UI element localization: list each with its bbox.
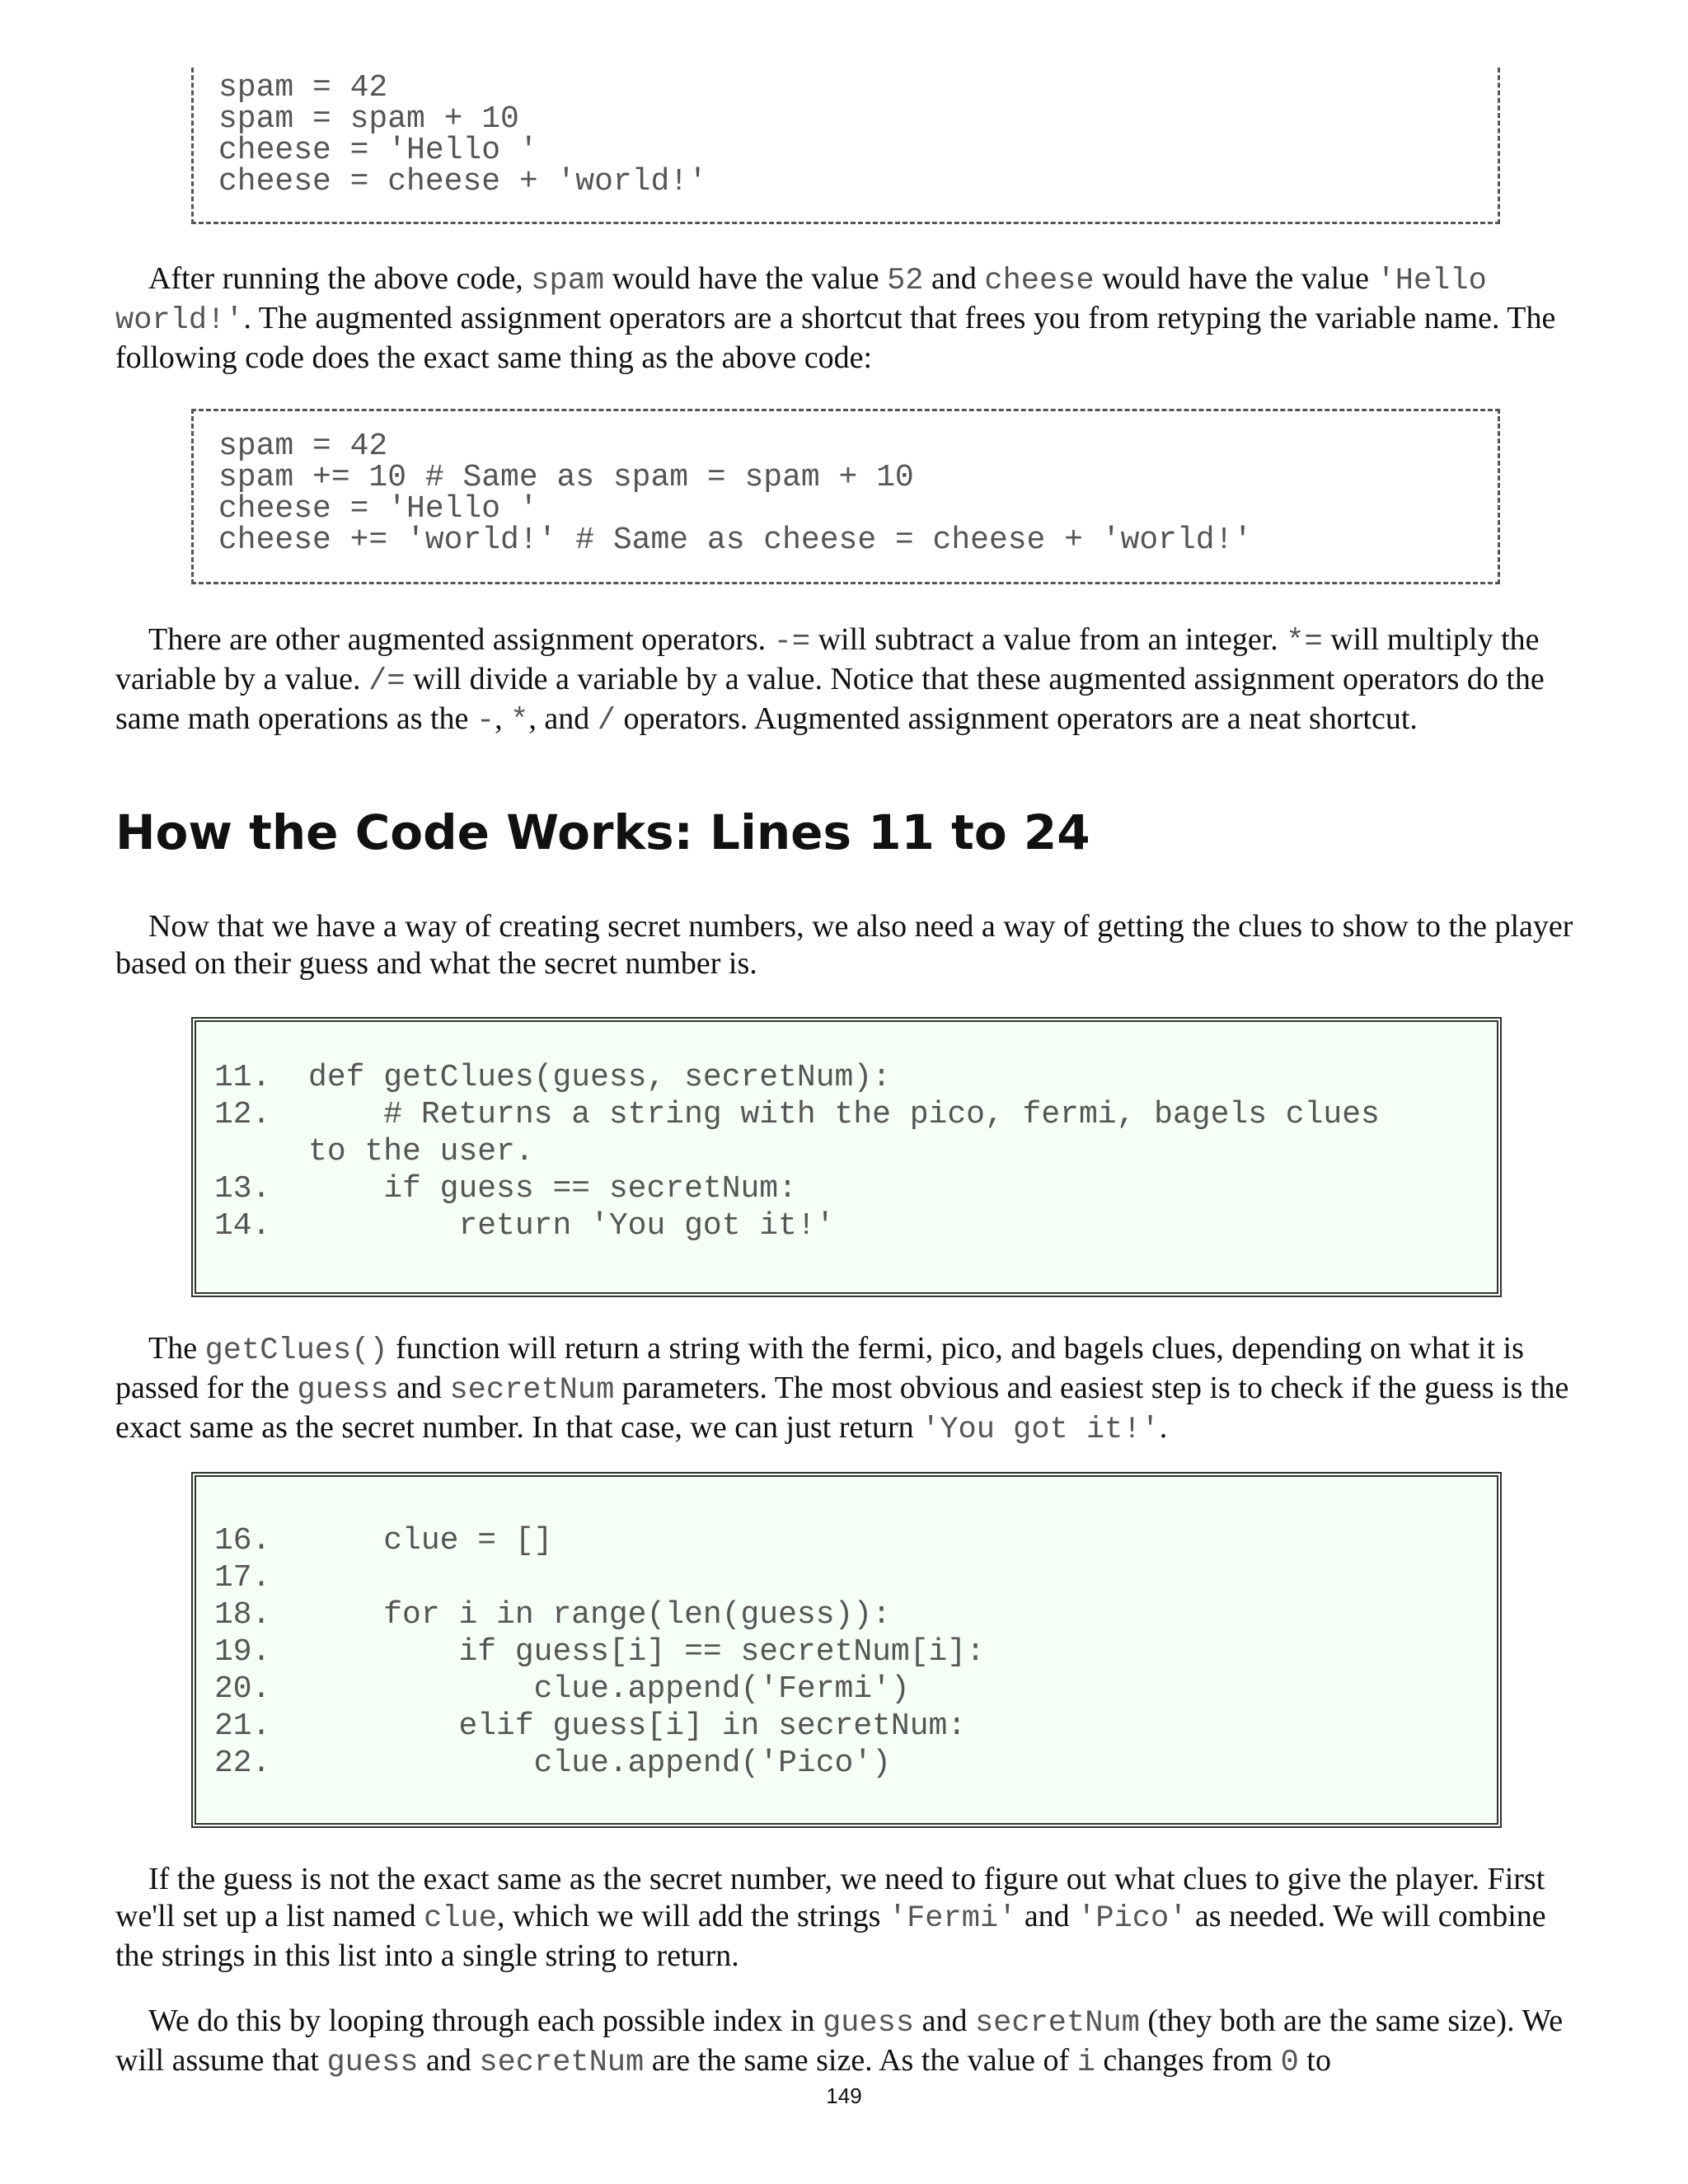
paragraph-text: as needed. We will combine the strings in this list into a single string to return.: [115, 1899, 1546, 1973]
paragraph-text: After running the above code,: [148, 261, 532, 296]
code-block-1: [191, 68, 1500, 224]
inline-code: /=: [368, 664, 406, 699]
inline-code: secretNum: [479, 2046, 645, 2080]
inline-code: 'Fermi': [888, 1901, 1017, 1936]
paragraph-text: ,: [495, 701, 511, 736]
inline-code: guess: [823, 2006, 915, 2041]
paragraph-1: [115, 260, 1582, 377]
paragraph-text: operators. Augmented assignment operators are a neat shortcut.: [615, 701, 1418, 736]
paragraph-text: Now that we have a way of creating secret numbers, we also need a way of getting the clues to show to the player based on their guess and what the secret number is.: [115, 909, 1573, 981]
code-line: cheese += 'world!' # Same as cheese = cheese + 'world!': [218, 523, 1253, 558]
paragraph-4: [115, 1330, 1582, 1449]
inline-code: /: [597, 704, 616, 738]
inline-code: secretNum: [449, 1373, 615, 1408]
inline-code: secretNum: [974, 2006, 1140, 2041]
inline-code: 52: [887, 264, 924, 298]
paragraph-5: [115, 1861, 1582, 1975]
code-block-3: [191, 1017, 1502, 1297]
inline-code: 'You got it!': [921, 1413, 1160, 1447]
paragraph-text: would have the value: [1094, 261, 1377, 296]
code-line: 18. for i in range(len(guess)):: [214, 1597, 891, 1633]
code-line: 12. # Returns a string with the pico, fermi, bagels clues: [214, 1097, 1380, 1132]
paragraph-text: will subtract a value from an integer.: [810, 622, 1287, 657]
code-line: 16. clue = []: [214, 1523, 553, 1558]
inline-code: guess: [297, 1373, 389, 1408]
paragraph-3: [115, 908, 1582, 982]
paragraph-text: to: [1298, 2043, 1331, 2078]
code-line: 11. def getClues(guess, secretNum):: [214, 1060, 891, 1095]
code-line: cheese = 'Hello ': [218, 491, 538, 527]
paragraph-text: and: [388, 1371, 450, 1405]
code-line: 20. clue.append('Fermi'): [214, 1671, 910, 1707]
code-block-4: [191, 1472, 1502, 1828]
paragraph-text: parameters. The most obvious and easiest step is to check if the guess is the exact same as the secret number. In that case, we can just return: [115, 1371, 1569, 1445]
code-line: 13. if guess == secretNum:: [214, 1171, 797, 1207]
code-line: 14. return 'You got it!': [214, 1208, 835, 1244]
code-line: spam += 10 # Same as spam = spam + 10: [218, 460, 914, 495]
paragraph-text: The: [148, 1331, 205, 1366]
inline-code: *=: [1286, 625, 1323, 659]
paragraph-text: are the same size. As the value of: [644, 2043, 1077, 2078]
paragraph-text: function will return a string with the fermi, pico, and bagels clues, depending on what it is passed for the: [115, 1331, 1524, 1405]
code-line: 22. clue.append('Pico'): [214, 1746, 891, 1781]
code-line: 19. if guess[i] == secretNum[i]:: [214, 1634, 985, 1670]
inline-code: spam: [531, 264, 605, 298]
code-line: cheese = 'Hello ': [218, 133, 538, 168]
inline-code: clue: [424, 1901, 497, 1936]
code-line: spam = spam + 10: [218, 101, 519, 137]
paragraph-text: and: [418, 2043, 480, 2078]
paragraph-text: (they both are the same size). We will assume that: [115, 2004, 1564, 2078]
code-block-2: [191, 409, 1500, 584]
paragraph-text: We do this by looping through each possible index in: [148, 2004, 823, 2038]
inline-code: 0: [1280, 2046, 1299, 2080]
inline-code: getClues(): [204, 1333, 388, 1368]
paragraph-text: changes from: [1095, 2043, 1281, 2078]
inline-code: -: [476, 704, 495, 738]
inline-code: 'Hello world!': [115, 264, 1487, 338]
code-line: 21. elif guess[i] in secretNum:: [214, 1708, 967, 1744]
paragraph-text: and: [914, 2004, 975, 2038]
paragraph-text: , and: [528, 701, 598, 736]
code-line: cheese = cheese + 'world!': [218, 164, 707, 199]
paragraph-2: [115, 621, 1582, 740]
page-number: 149: [826, 2083, 862, 2108]
inline-code: i: [1076, 2046, 1095, 2080]
paragraph-text: would have the value: [604, 261, 888, 296]
inline-code: *: [510, 704, 529, 738]
section-heading: How the Code Works: Lines 11 to 24: [115, 804, 1090, 860]
paragraph-text: . The augmented assignment operators are a shortcut that frees you from retyping the variable name. The following code does the exact same thing as the above code:: [115, 301, 1556, 375]
paragraph-text: and: [923, 261, 985, 296]
paragraph-text: There are other augmented assignment operators.: [148, 622, 774, 657]
inline-code: 'Pico': [1077, 1901, 1188, 1936]
paragraph-text: .: [1159, 1410, 1168, 1445]
code-line: spam = 42: [218, 429, 388, 464]
paragraph-text: will multiply the variable by a value.: [115, 622, 1540, 696]
code-line: 17.: [214, 1560, 271, 1596]
inline-code: cheese: [984, 264, 1095, 298]
inline-code: guess: [326, 2046, 419, 2080]
paragraph-text: and: [1016, 1899, 1078, 1933]
paragraph-text: , which we will add the strings: [496, 1899, 889, 1933]
paragraph-text: If the guess is not the exact same as the secret number, we need to figure out what clues to give the player. First we'll set up a list named: [115, 1862, 1545, 1933]
paragraph-text: will divide a variable by a value. Notice that these augmented assignment operators do the same math operations as the: [115, 662, 1545, 736]
code-line: to the user.: [214, 1134, 534, 1169]
code-line: spam = 42: [218, 70, 388, 105]
paragraph-6: [115, 2003, 1582, 2082]
inline-code: -=: [773, 625, 811, 659]
